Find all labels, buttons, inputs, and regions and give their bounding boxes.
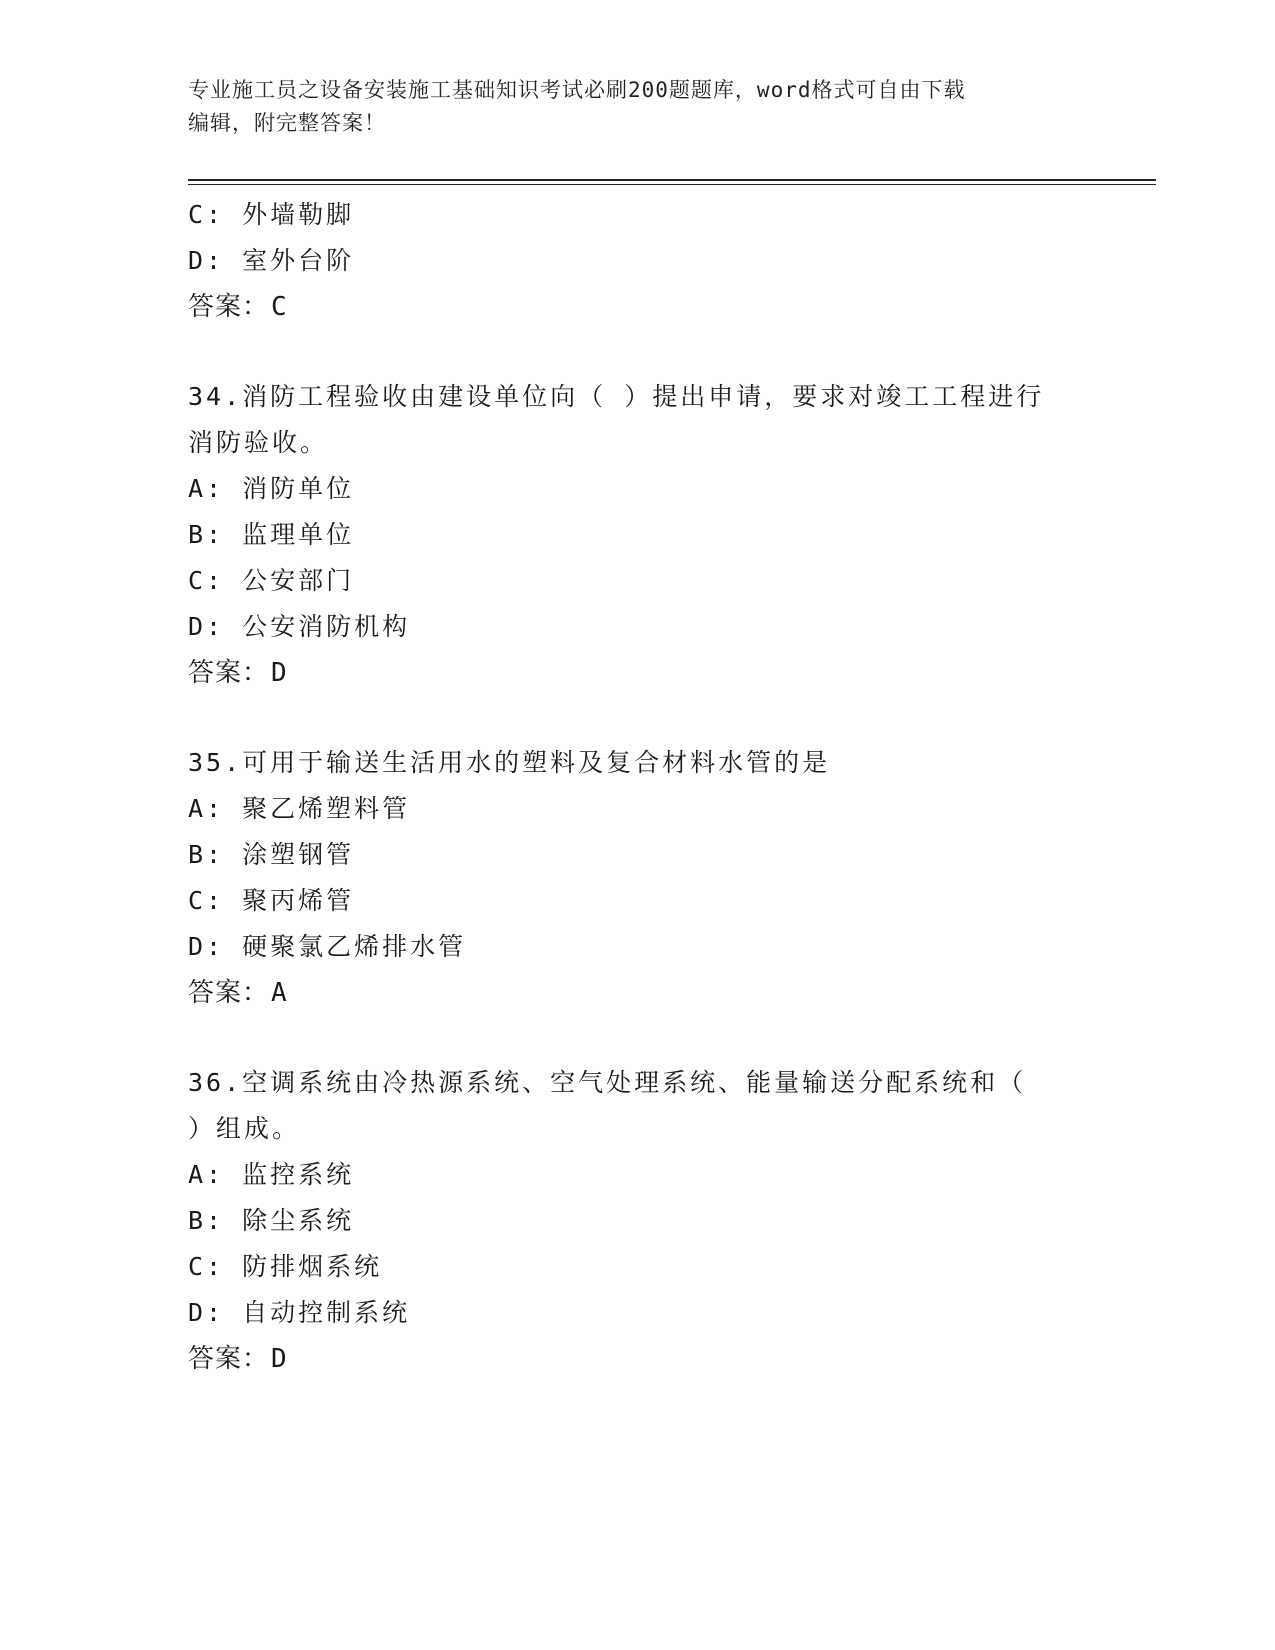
header-title-line-2: 编辑，附完整答案！	[188, 111, 386, 135]
answer-value: D	[271, 1344, 288, 1374]
question-stem: 36.空调系统由冷热源系统、空气处理系统、能量输送分配系统和（	[188, 1068, 1027, 1097]
option-a: A: 监控系统	[188, 1160, 355, 1189]
answer-label: 答案：	[188, 658, 270, 688]
answer-value: C	[271, 292, 288, 322]
question-stem: 35.可用于输送生活用水的塑料及复合材料水管的是	[188, 748, 831, 777]
question-stem: 34.消防工程验收由建设单位向（ ）提出申请，要求对竣工工程进行	[188, 382, 1045, 411]
option-b: B: 涂塑钢管	[188, 840, 355, 869]
spacer	[188, 1016, 1088, 1060]
answer-label: 答案：	[188, 292, 270, 322]
option-c: C: 聚丙烯管	[188, 886, 355, 915]
question-stem: 消防验收。	[188, 428, 329, 457]
answer-label: 答案：	[188, 978, 270, 1008]
header-divider-thin	[188, 184, 1156, 185]
answer-line	[188, 650, 1088, 696]
option-a: A: 聚乙烯塑料管	[188, 794, 411, 823]
answer-line	[188, 284, 1088, 330]
header-divider-thick	[188, 179, 1156, 181]
answer-line	[188, 970, 1088, 1016]
answer-value: A	[271, 978, 288, 1008]
answer-label: 答案：	[188, 1344, 270, 1374]
option-d: D: 室外台阶	[188, 246, 355, 275]
question-33-continuation	[188, 192, 1088, 330]
option-b: B: 监理单位	[188, 520, 355, 549]
question-34	[188, 374, 1088, 696]
option-c: C: 防排烟系统	[188, 1252, 383, 1281]
spacer	[188, 330, 1088, 374]
option-b: B: 除尘系统	[188, 1206, 355, 1235]
option-a: A: 消防单位	[188, 474, 355, 503]
answer-value: D	[271, 658, 288, 688]
option-c: C: 外墙勒脚	[188, 200, 355, 229]
spacer	[188, 696, 1088, 740]
option-d: D: 自动控制系统	[188, 1298, 411, 1327]
header-title-line-1: 专业施工员之设备安装施工基础知识考试必刷200题题库，word格式可自由下载	[188, 78, 966, 102]
question-36	[188, 1060, 1088, 1382]
option-c: C: 公安部门	[188, 566, 355, 595]
option-d: D: 硬聚氯乙烯排水管	[188, 932, 467, 961]
option-d: D: 公安消防机构	[188, 612, 411, 641]
question-35	[188, 740, 1088, 1016]
answer-line	[188, 1336, 1088, 1382]
question-stem: ）组成。	[188, 1114, 301, 1143]
question-list	[188, 192, 1088, 1382]
document-header	[188, 74, 1088, 140]
